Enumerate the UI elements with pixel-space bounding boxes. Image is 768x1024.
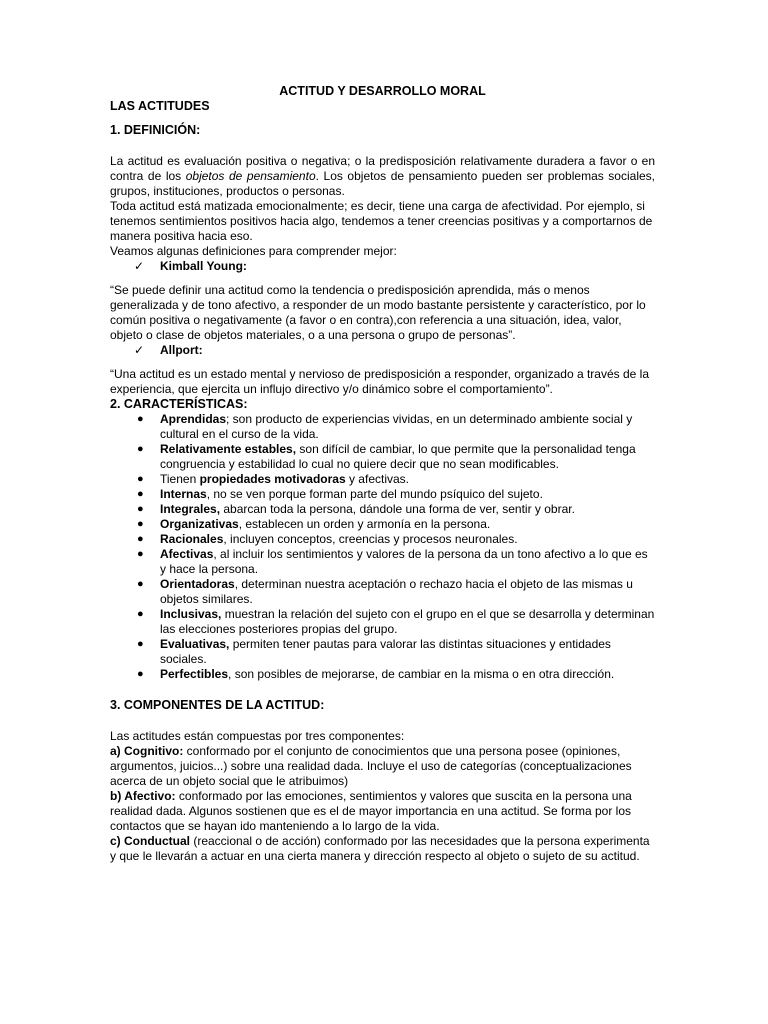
characteristic-term: Relativamente estables, xyxy=(160,442,297,456)
characteristic-item: ● Afectivas, al incluir los sentimientos y valores de la persona da un tono afectivo a lo que es y hace la persona. xyxy=(137,547,648,576)
quote-allport: “Una actitud es un estado mental y nervioso de predisposición a responder, organizado a través de la experiencia, que ejercita un influjo directivo y/o dinámico sobre el comportamiento”. xyxy=(110,367,649,396)
bullet-icon: ● xyxy=(137,413,144,425)
characteristic-term: Afectivas xyxy=(160,547,214,561)
characteristic-item: ● Relativamente estables, son difícil de cambiar, lo que permite que la personalidad tenga congruencia y estabilidad lo cual no quiere decir que no sean modificables. xyxy=(137,442,636,471)
bullet-icon: ● xyxy=(137,548,144,560)
bullet-icon: ● xyxy=(137,608,144,620)
component-afectivo: b) Afectivo: conformado por las emociones, sentimientos y valores que suscita en la persona una realidad dada. Algunos sostienen que es el de mayor importancia en una actitud. Se forma por los contactos que se hayan ido manteniendo a lo largo de la vida. xyxy=(110,789,632,833)
component-conductual: c) Conductual (reaccional o de acción) conformado por las necesidades que la persona experimenta y que le llevarán a actuar en una cierta manera y dirección respecto al objeto o sujeto de su actitud. xyxy=(110,834,650,863)
characteristic-term: Evaluativas, xyxy=(160,637,230,651)
characteristic-term: Aprendidas xyxy=(160,412,227,426)
checkmark-icon: ✓ xyxy=(134,343,145,357)
bullet-icon: ● xyxy=(137,488,144,500)
author-kimball-young: ✓ Kimball Young: xyxy=(134,259,247,273)
characteristic-term: Organizativas xyxy=(160,517,239,531)
characteristic-term: Racionales xyxy=(160,532,224,546)
document-title: ACTITUD Y DESARROLLO MORAL xyxy=(279,84,486,98)
characteristic-term: Perfectibles xyxy=(160,667,229,681)
author-list-2 xyxy=(110,343,655,358)
characteristic-item: ● Orientadoras, determinan nuestra aceptación o rechazo hacia el objeto de las mismas u objetos similares. xyxy=(137,577,633,606)
bullet-icon: ● xyxy=(137,533,144,545)
characteristic-item: ● Racionales, incluyen conceptos, creencias y procesos neuronales. xyxy=(137,532,518,546)
quote-kimball-young: “Se puede definir una actitud como la tendencia o predisposición aprendida, más o menos generalizada y de tono afectivo, a responder de un modo bastante persistente y característico, por lo común positiva o negativamente (a favor o en contra),con referencia a una situación, idea, valor, objeto o clase de objetos materiales, o a una persona o grupo de personas”. xyxy=(110,283,646,342)
author-allport: ✓ Allport: xyxy=(134,343,203,357)
characteristic-term: Orientadoras xyxy=(160,577,235,591)
characteristic-item: ● Aprendidas; son producto de experiencias vividas, en un determinado ambiente social y cultural en el curso de la vida. xyxy=(137,412,633,441)
characteristic-item: ● Inclusivas, muestran la relación del sujeto con el grupo en el que se desarrolla y determinan las elecciones posteriores propias del grupo. xyxy=(137,607,655,636)
author-list-1 xyxy=(110,259,655,274)
bullet-icon: ● xyxy=(137,668,144,680)
bullet-icon: ● xyxy=(137,578,144,590)
bullet-icon: ● xyxy=(137,638,144,650)
characteristics-list xyxy=(110,412,655,682)
characteristic-item: ● Internas, no se ven porque forman parte del mundo psíquico del sujeto. xyxy=(137,487,543,501)
components-intro: Las actitudes están compuestas por tres componentes: xyxy=(110,729,405,743)
bullet-icon: ● xyxy=(137,473,144,485)
bullet-icon: ● xyxy=(137,503,144,515)
bullet-icon: ● xyxy=(137,518,144,530)
characteristic-item: ● Tienen propiedades motivadoras y afectivas. xyxy=(137,472,409,486)
emotional-paragraph: Toda actitud está matizada emocionalmente; es decir, tiene una carga de afectividad. Por ejemplo, si tenemos sentimientos positivos hacia algo, tendemos a tener creencias positivas y a comportarnos de manera positiva hacia eso. xyxy=(110,199,653,243)
characteristic-item: ● Evaluativas, permiten tener pautas para valorar las distintas situaciones y entidades sociales. xyxy=(137,637,611,666)
definition-paragraph: La actitud es evaluación positiva o negativa; o la predisposición relativamente duradera a favor o en contra de los objetos de pensamiento. Los objetos de pensamiento pueden ser problemas sociales, grupos, instituciones, productos o personas. xyxy=(110,154,655,198)
component-cognitivo: a) Cognitivo: conformado por el conjunto de conocimientos que una persona posee (opiniones, argumentos, juicios...) sobre una realidad dada. Incluye el uso de categorías (conceptualizaciones acerca de un objeto social que le atribuimos) xyxy=(110,744,632,788)
section-heading-actitudes: LAS ACTITUDES xyxy=(110,99,210,113)
characteristic-item: ● Integrales, abarcan toda la persona, dándole una forma de ver, sentir y obrar. xyxy=(137,502,575,516)
characteristic-item: ● Perfectibles, son posibles de mejorarse, de cambiar en la misma o en otra dirección. xyxy=(137,667,615,681)
characteristic-term: propiedades motivadoras xyxy=(199,472,346,486)
definitions-intro: Veamos algunas definiciones para comprender mejor: xyxy=(110,244,397,258)
checkmark-icon: ✓ xyxy=(134,259,145,273)
heading-definicion: 1. DEFINICIÓN: xyxy=(110,123,201,137)
document-body xyxy=(110,84,655,864)
heading-caracteristicas: 2. CARACTERÍSTICAS: xyxy=(110,397,248,411)
characteristic-term: Integrales, xyxy=(160,502,221,516)
characteristic-term: Inclusivas, xyxy=(160,607,222,621)
bullet-icon: ● xyxy=(137,443,144,455)
heading-componentes: 3. COMPONENTES DE LA ACTITUD: xyxy=(110,698,325,712)
characteristic-term: Internas xyxy=(160,487,207,501)
characteristic-item: ● Organizativas, establecen un orden y armonía en la persona. xyxy=(137,517,491,531)
